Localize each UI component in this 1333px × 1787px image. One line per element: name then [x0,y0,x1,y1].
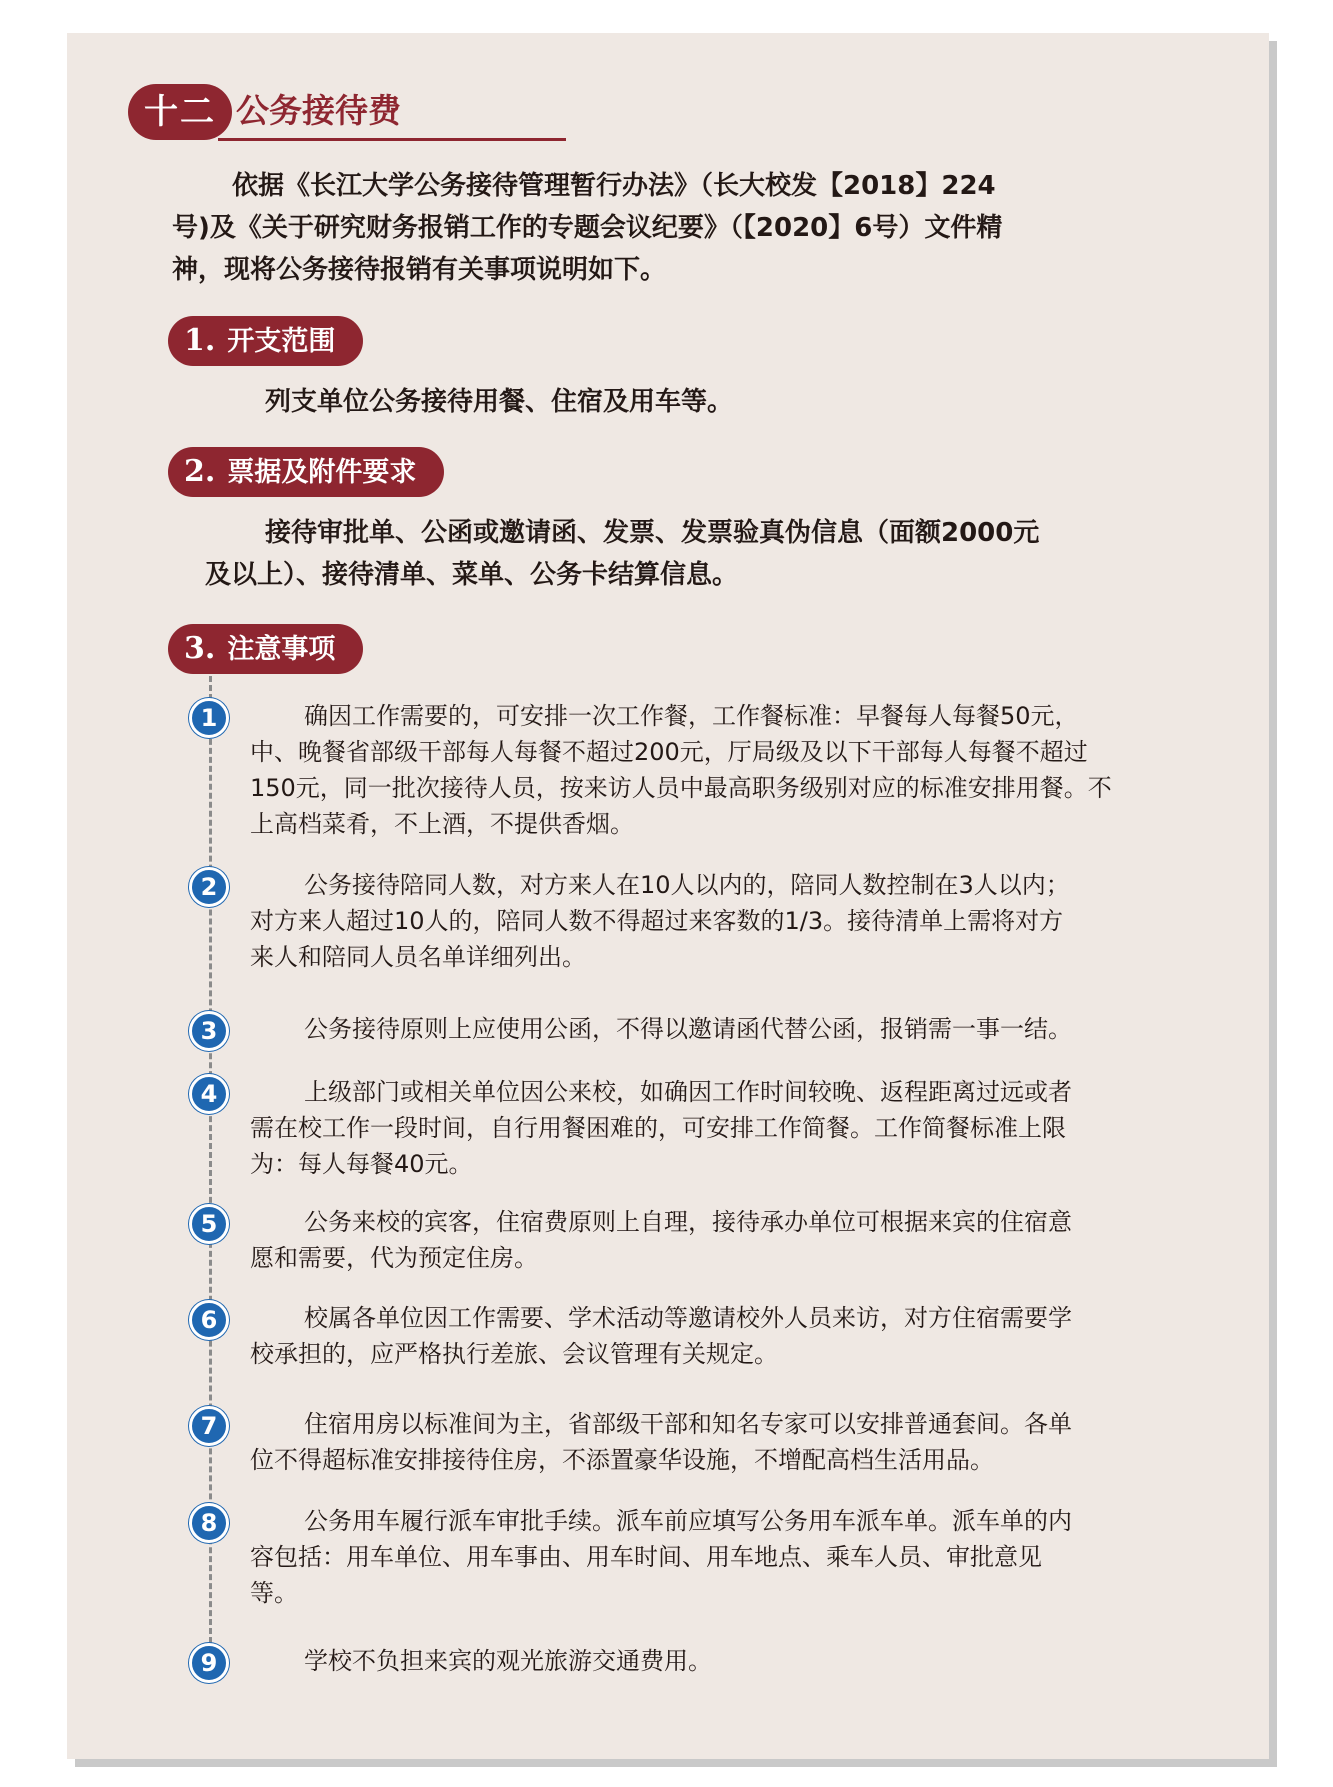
note-item-1 [250,698,1180,842]
note-line: 确因工作需要的，可安排一次工作餐，工作餐标准：早餐每人每餐50元， [304,702,1079,730]
section-2-text-line: 及以上）、接待清单、菜单、公务卡结算信息。 [205,560,739,590]
section-heading-1 [168,316,363,366]
note-item-9 [250,1643,1180,1679]
note-line: 上级部门或相关单位因公来校，如确因工作时间较晚、返程距离过远或者 [304,1078,1072,1106]
note-item-6 [250,1300,1180,1372]
note-number-badge: 5 [189,1204,229,1244]
note-line: 容包括：用车单位、用车事由、用车时间、用车地点、乘车人员、审批意见 [250,1543,1042,1571]
note-number-badge: 9 [189,1643,229,1683]
section-title: 票据及附件要求 [227,457,417,488]
note-line: 住宿用房以标准间为主，省部级干部和知名专家可以安排普通套间。各单 [304,1410,1072,1438]
note-line: 等。 [250,1579,298,1607]
note-line: 150元，同一批次接待人员，按来访人员中最高职务级别对应的标准安排用餐。不 [250,774,1112,802]
note-number-badge: 1 [189,698,229,738]
note-number-badge: 7 [189,1406,229,1446]
note-item-7 [250,1406,1180,1478]
note-number-badge: 4 [189,1074,229,1114]
note-item-3 [250,1011,1180,1047]
section-heading-3 [168,624,363,674]
note-item-8 [250,1503,1180,1611]
note-line: 愿和需要，代为预定住房。 [250,1244,538,1272]
note-line: 公务接待原则上应使用公函，不得以邀请函代替公函，报销需一事一结。 [304,1015,1072,1043]
note-line: 对方来人超过10人的，陪同人数不得超过来客数的1/3。接待清单上需将对方 [250,907,1064,935]
note-line: 公务用车履行派车审批手续。派车前应填写公务用车派车单。派车单的内 [304,1507,1072,1535]
note-line: 为：每人每餐40元。 [250,1150,473,1178]
section-1-text: 列支单位公务接待用餐、住宿及用车等。 [265,387,734,417]
chapter-underline [218,138,566,141]
section-title: 注意事项 [227,634,336,665]
note-line: 公务来校的宾客，住宿费原则上自理，接待承办单位可根据来宾的住宿意 [304,1208,1072,1236]
note-item-4 [250,1074,1180,1182]
intro-line: 神，现将公务接待报销有关事项说明如下。 [172,255,667,285]
chapter-title: 公务接待费 [236,91,401,130]
note-line: 学校不负担来宾的观光旅游交通费用。 [304,1647,712,1675]
note-line: 校承担的，应严格执行差旅、会议管理有关规定。 [250,1340,778,1368]
note-number-badge: 6 [189,1300,229,1340]
note-number-badge: 3 [189,1011,229,1051]
chapter-number: 十二 [128,84,232,140]
note-item-5 [250,1204,1180,1276]
section-2-text-line: 接待审批单、公函或邀请函、发票、发票验真伪信息（面额2000元 [265,518,1040,548]
note-line: 位不得超标准安排接待住房，不添置豪华设施，不增配高档生活用品。 [250,1446,994,1474]
intro-paragraph [172,165,1162,291]
note-line: 校属各单位因工作需要、学术活动等邀请校外人员来访，对方住宿需要学 [304,1304,1072,1332]
note-line: 上高档菜肴，不上酒，不提供香烟。 [250,810,634,838]
note-number-badge: 8 [189,1503,229,1543]
section-number: 1. [184,323,216,358]
note-line: 公务接待陪同人数，对方来人在10人以内的，陪同人数控制在3人以内； [304,871,1070,899]
note-line: 需在校工作一段时间，自行用餐困难的，可安排工作简餐。工作简餐标准上限 [250,1114,1066,1142]
intro-line: 号)及《关于研究财务报销工作的专题会议纪要》（【2020】6号）文件精 [172,213,1003,243]
section-number: 3. [184,631,216,666]
note-line: 中、晚餐省部级干部每人每餐不超过200元，厅局级及以下干部每人每餐不超过 [250,738,1088,766]
section-title: 开支范围 [227,326,336,357]
note-item-2 [250,867,1180,975]
section-heading-2 [168,447,444,497]
note-number-badge: 2 [189,867,229,907]
note-line: 来人和陪同人员名单详细列出。 [250,943,586,971]
intro-line: 依据《长江大学公务接待管理暂行办法》（长大校发【2018】224 [232,171,996,201]
section-number: 2. [184,454,216,489]
